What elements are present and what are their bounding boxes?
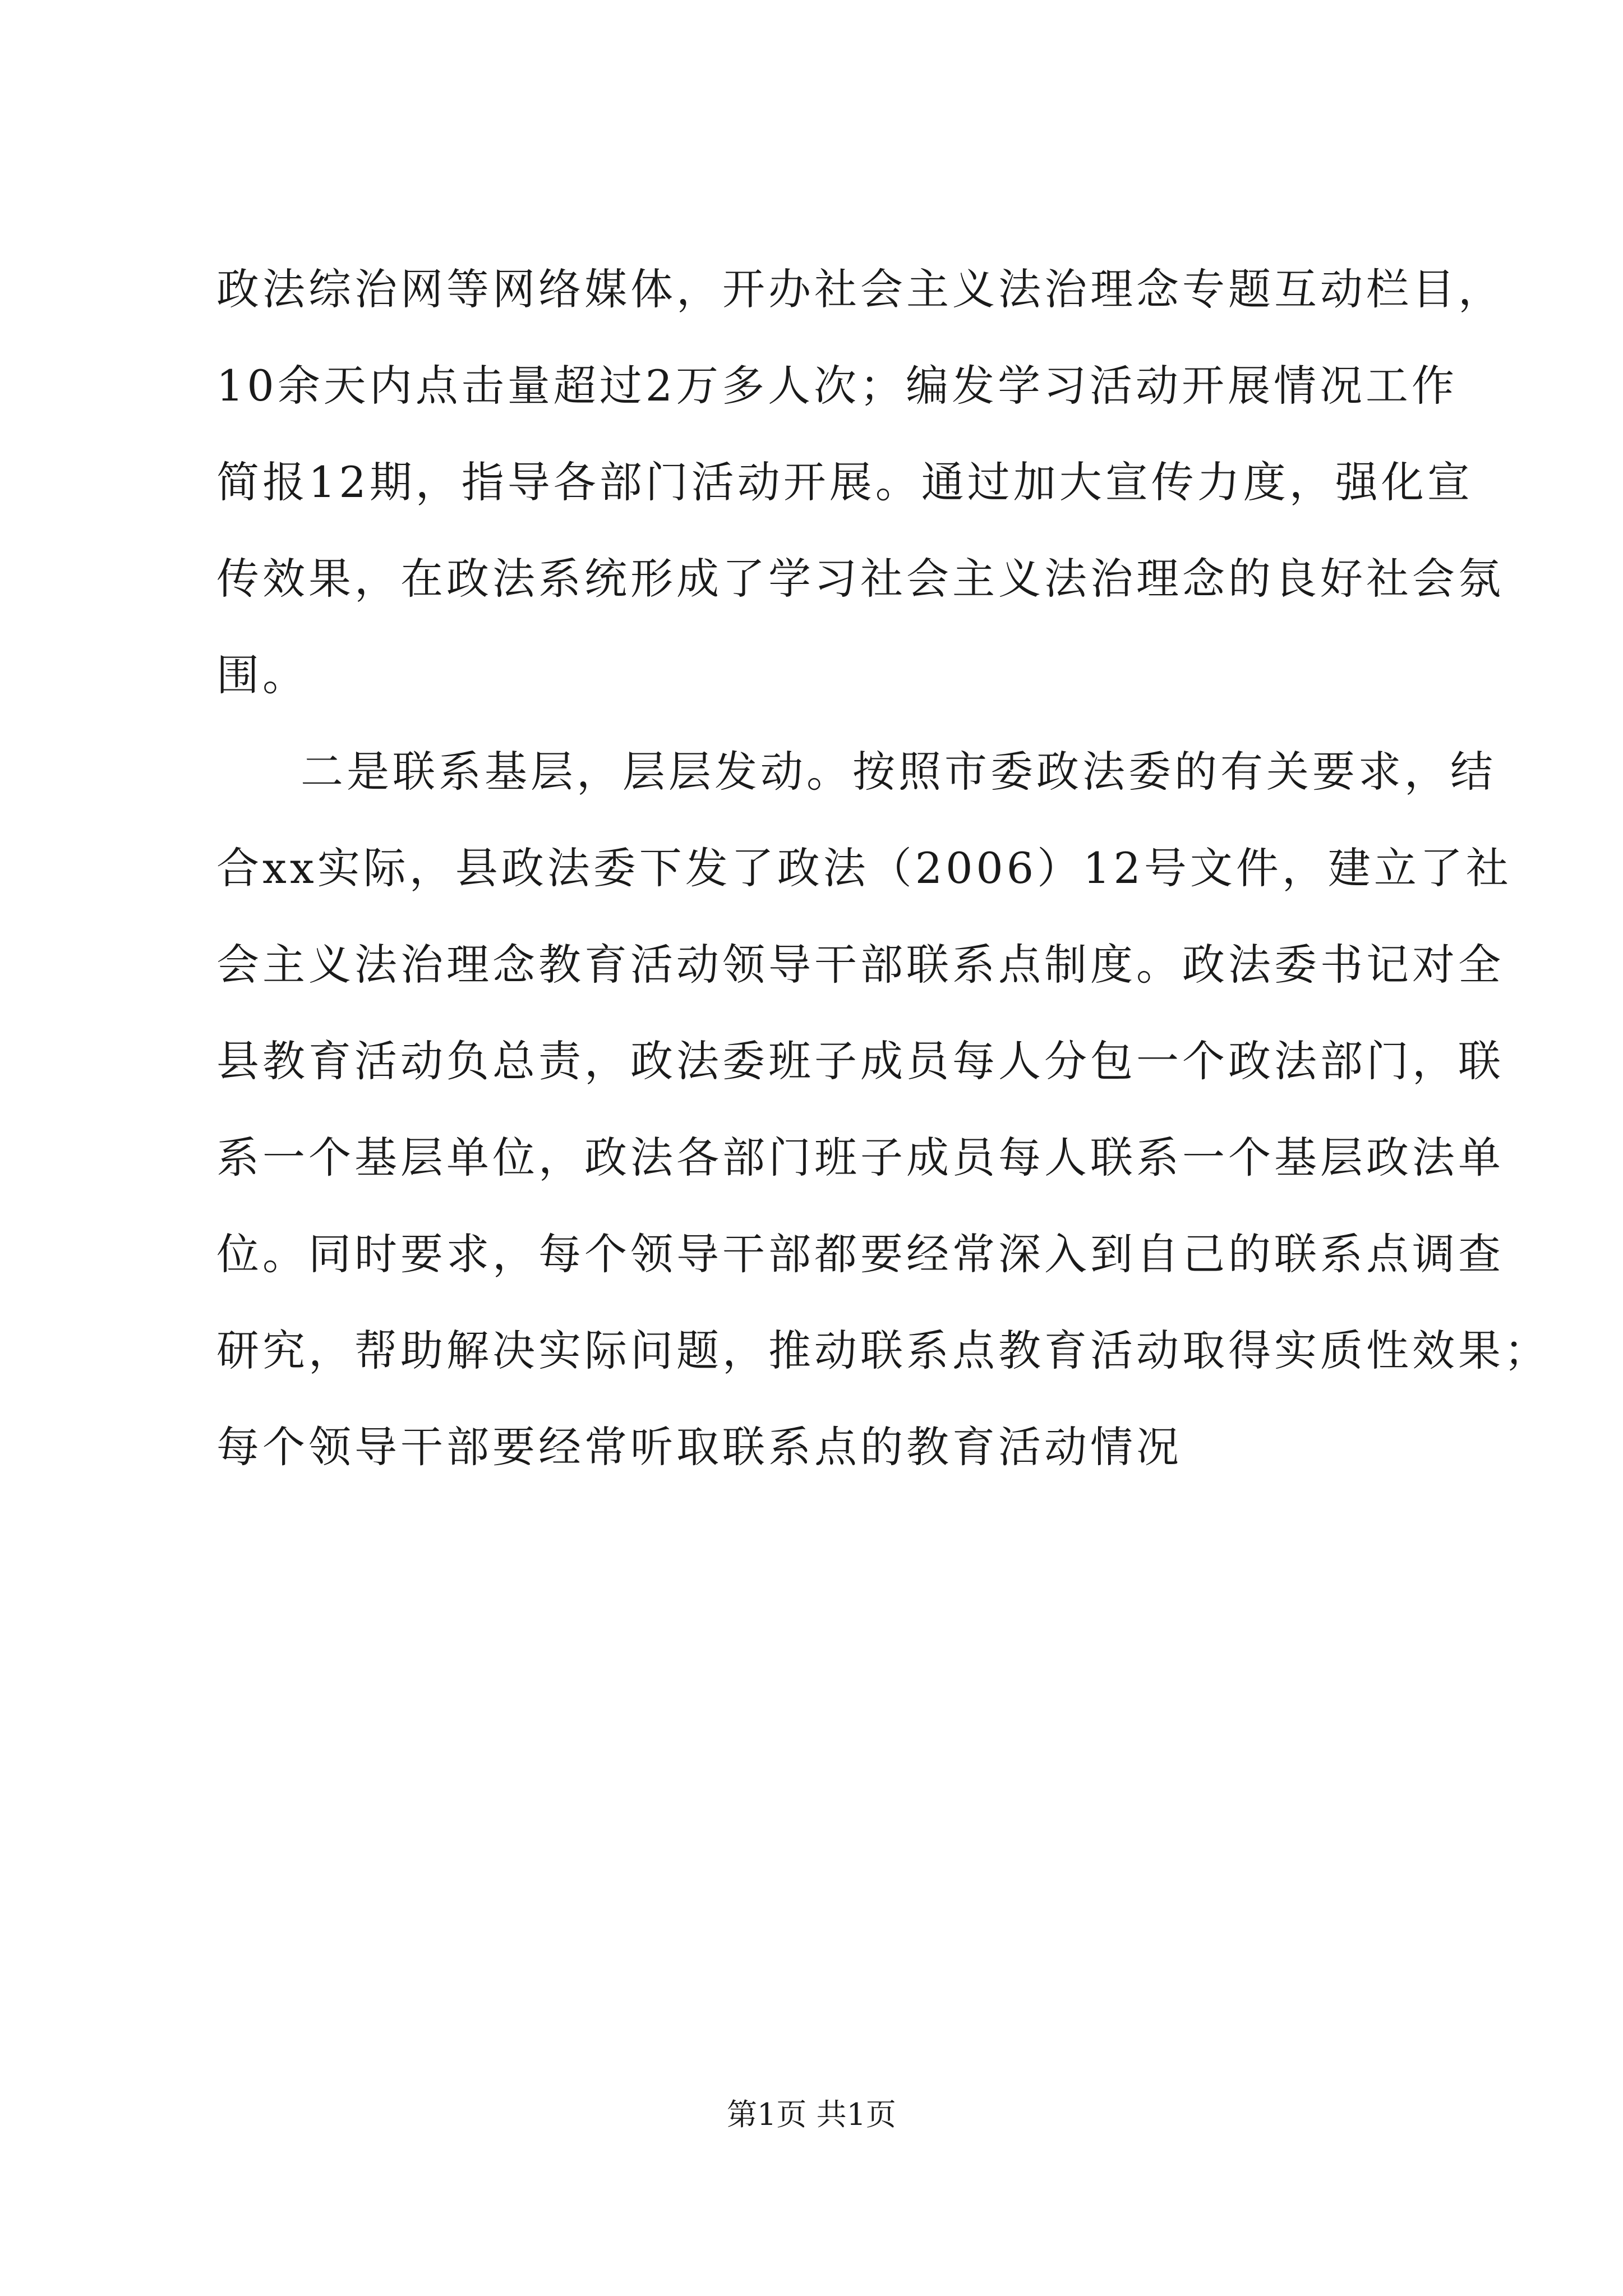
paragraph-line: 系一个基层单位，政法各部门班子成员每人联系一个基层政法单 (216, 1133, 1504, 1182)
paragraph-line: 二是联系基层，层层发动。按照市委政法委的有关要求，结 (301, 747, 1496, 797)
page-number-label: 第1页 共1页 (727, 2097, 896, 2132)
paragraph-line: 政法综治网等网络媒体，开办社会主义法治理念专题互动栏目， (216, 264, 1504, 314)
paragraph-line: 10余天内点击量超过2万多人次；编发学习活动开展情况工作 (216, 361, 1458, 411)
paragraph-line: 围。 (216, 650, 308, 700)
paragraph-line: 合xx实际，县政法委下发了政法（2006）12号文件，建立了社 (216, 843, 1512, 893)
paragraph-2 (216, 724, 1550, 1496)
paragraph-1 (216, 241, 1504, 724)
page-footer (0, 2092, 1623, 2137)
paragraph-line: 简报12期，指导各部门活动开展。通过加大宣传力度，强化宣 (216, 457, 1473, 507)
paragraph-line: 每个领导干部要经常听取联系点的教育活动情况 (216, 1422, 1182, 1472)
paragraph-line: 研究，帮助解决实际问题，推动联系点教育活动取得实质性效果； (216, 1326, 1550, 1375)
paragraph-line: 传效果，在政法系统形成了学习社会主义法治理念的良好社会氛 (216, 554, 1504, 604)
document-body (216, 241, 1550, 1496)
paragraph-line: 位。同时要求，每个领导干部都要经常深入到自己的联系点调查 (216, 1229, 1504, 1279)
paragraph-line: 会主义法治理念教育活动领导干部联系点制度。政法委书记对全 (216, 940, 1504, 990)
paragraph-line: 县教育活动负总责，政法委班子成员每人分包一个政法部门，联 (216, 1036, 1504, 1086)
